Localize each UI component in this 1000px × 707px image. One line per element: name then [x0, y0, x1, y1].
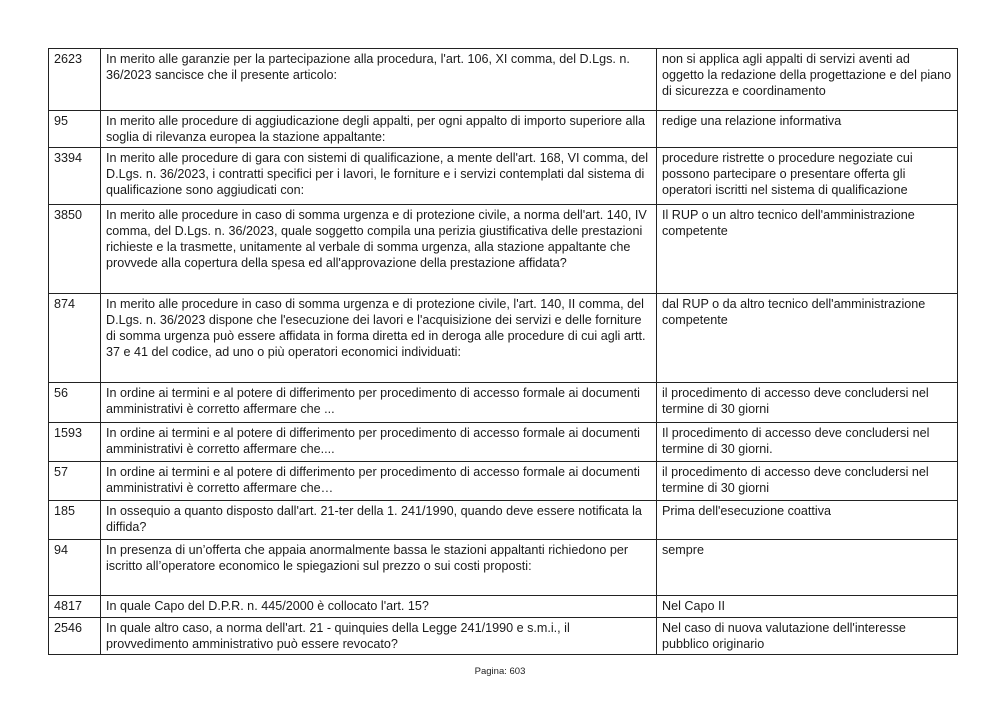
question-text: In ordine ai termini e al potere di differimento per procedimento di accesso formale ai documenti amministrativi è corretto affermare che ... — [101, 383, 657, 423]
question-id: 2546 — [49, 618, 101, 655]
table-row — [49, 49, 958, 111]
question-text: In merito alle procedure in caso di somma urgenza e di protezione civile, a norma dell'art. 140, IV comma, del D.Lgs. n. 36/2023, quale soggetto compila una perizia giustificativa delle prestazioni richieste e la trasmette, unitamente al verbale di somma urgenza, alla stazione appaltante che provvede alla copertura della spesa ed all'approvazione della prestazione affidata? — [101, 205, 657, 294]
answer-text: Nel Capo II — [657, 596, 958, 618]
question-text: In ordine ai termini e al potere di differimento per procedimento di accesso formale ai documenti amministrativi è corretto affermare che… — [101, 462, 657, 501]
table-row — [49, 294, 958, 383]
question-id: 3850 — [49, 205, 101, 294]
question-id: 95 — [49, 111, 101, 148]
question-id: 56 — [49, 383, 101, 423]
table-row — [49, 148, 958, 205]
question-table — [48, 48, 958, 655]
question-id: 874 — [49, 294, 101, 383]
question-text: In quale altro caso, a norma dell'art. 21 - quinquies della Legge 241/1990 e s.m.i., il provvedimento amministrativo può essere revocato? — [101, 618, 657, 655]
table-row — [49, 423, 958, 462]
table-row — [49, 501, 958, 540]
answer-text: sempre — [657, 540, 958, 596]
answer-text: procedure ristrette o procedure negoziate cui possono partecipare o presentare offerta gli operatori iscritti nel sistema di qualificazione — [657, 148, 958, 205]
question-id: 2623 — [49, 49, 101, 111]
question-id: 4817 — [49, 596, 101, 618]
question-id: 1593 — [49, 423, 101, 462]
question-id: 57 — [49, 462, 101, 501]
answer-text: Il procedimento di accesso deve concludersi nel termine di 30 giorni. — [657, 423, 958, 462]
page-number: Pagina: 603 — [474, 666, 526, 677]
question-text: In merito alle procedure di gara con sistemi di qualificazione, a mente dell'art. 168, VI comma, del D.Lgs. n. 36/2023, i contratti specifici per i lavori, le forniture e i servizi contemplati dal sistema di qualificazione sono aggiudicati con: — [101, 148, 657, 205]
answer-text: redige una relazione informativa — [657, 111, 958, 148]
table-row — [49, 383, 958, 423]
question-text: In ordine ai termini e al potere di differimento per procedimento di accesso formale ai documenti amministrativi è corretto affermare che.... — [101, 423, 657, 462]
answer-text: non si applica agli appalti di servizi aventi ad oggetto la redazione della progettazione e del piano di sicurezza e coordinamento — [657, 49, 958, 111]
question-id: 3394 — [49, 148, 101, 205]
question-text: In merito alle procedure in caso di somma urgenza e di protezione civile, l'art. 140, II comma, del D.Lgs. n. 36/2023 dispone che l'esecuzione dei lavori e l'acquisizione dei servizi e delle forniture di somma urgenza può essere affidata in forma diretta ed in deroga alle procedure di cui agli artt. 37 e 41 del codice, ad uno o più operatori economici individuati: — [101, 294, 657, 383]
answer-text: Prima dell'esecuzione coattiva — [657, 501, 958, 540]
question-text: In merito alle procedure di aggiudicazione degli appalti, per ogni appalto di importo superiore alla soglia di rilevanza europea la stazione appaltante: — [101, 111, 657, 148]
question-text: In presenza di un’offerta che appaia anormalmente bassa le stazioni appaltanti richiedono per iscritto all’operatore economico le spiegazioni sul prezzo o sui costi proposti: — [101, 540, 657, 596]
table-row — [49, 618, 958, 655]
answer-text: il procedimento di accesso deve concludersi nel termine di 30 giorni — [657, 462, 958, 501]
answer-text: il procedimento di accesso deve concludersi nel termine di 30 giorni — [657, 383, 958, 423]
answer-text: Il RUP o un altro tecnico dell'amministrazione competente — [657, 205, 958, 294]
table-row — [49, 205, 958, 294]
answer-text: dal RUP o da altro tecnico dell'amministrazione competente — [657, 294, 958, 383]
question-text: In ossequio a quanto disposto dall'art. 21-ter della 1. 241/1990, quando deve essere notificata la diffida? — [101, 501, 657, 540]
question-text: In merito alle garanzie per la partecipazione alla procedura, l'art. 106, XI comma, del D.Lgs. n. 36/2023 sancisce che il presente articolo: — [101, 49, 657, 111]
question-text: In quale Capo del D.P.R. n. 445/2000 è collocato l'art. 15? — [101, 596, 657, 618]
table-row — [49, 540, 958, 596]
question-id: 94 — [49, 540, 101, 596]
table-row — [49, 462, 958, 501]
table-row — [49, 596, 958, 618]
table-row — [49, 111, 958, 148]
question-id: 185 — [49, 501, 101, 540]
answer-text: Nel caso di nuova valutazione dell'interesse pubblico originario — [657, 618, 958, 655]
